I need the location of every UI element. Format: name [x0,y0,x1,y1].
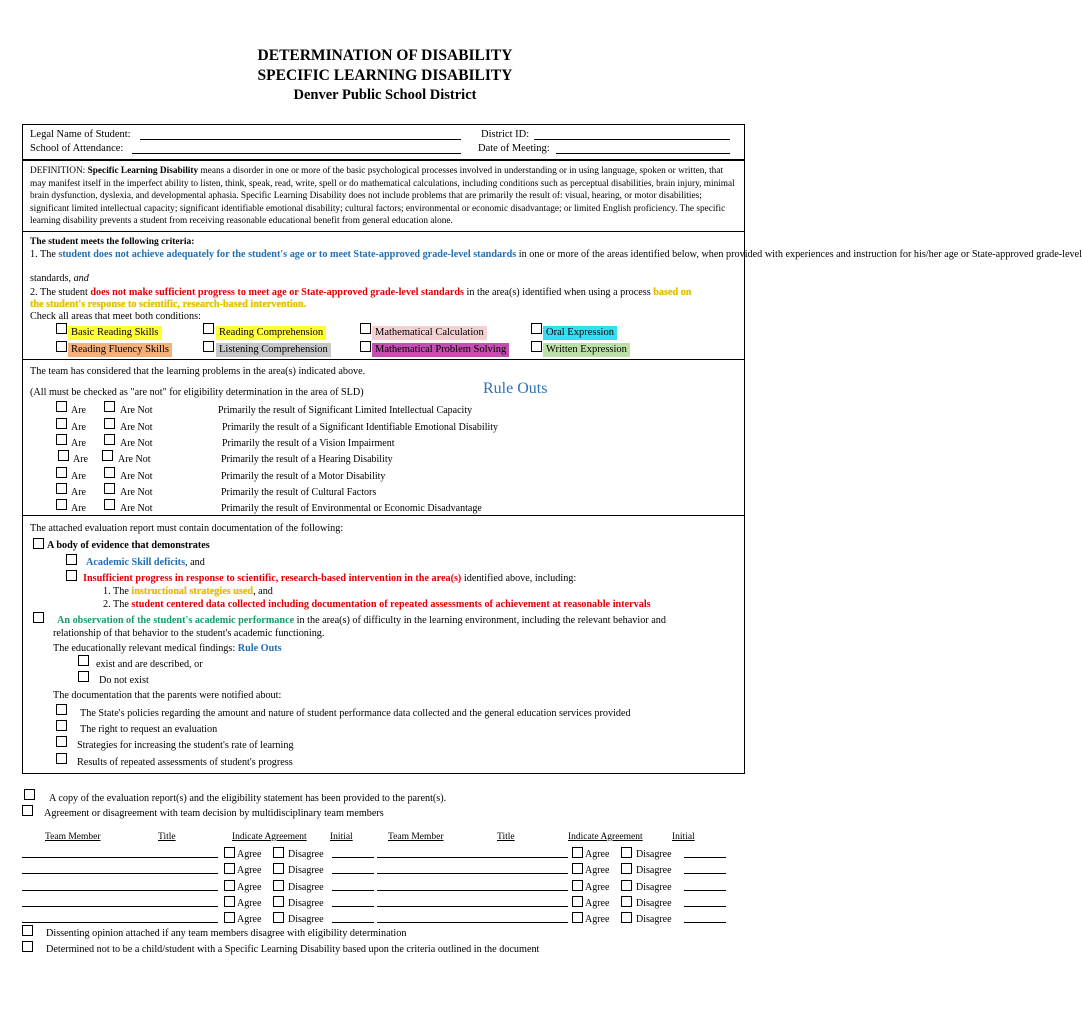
team-member-field[interactable] [377,890,568,891]
area-reading-fluency-skills: Reading Fluency Skills [68,343,172,357]
ruleout-item: Primarily the result of Cultural Factors [221,487,377,498]
initial-field[interactable] [684,906,726,907]
ruleout-are-not-checkbox[interactable] [104,499,115,510]
meeting-date-label: Date of Meeting: [478,143,550,154]
area-checkbox-reading-comprehension[interactable] [203,323,214,334]
notify-checkbox-assessments[interactable] [56,753,67,764]
ruleout-are-checkbox[interactable] [56,467,67,478]
observation-line2: relationship of that behavior to the student's academic functioning. [53,628,325,639]
disagree-checkbox[interactable] [621,912,632,923]
notify-assessments: Results of repeated assessments of student's progress [77,757,293,768]
academic-deficits-checkbox[interactable] [66,554,77,565]
ruleout-are-not-checkbox[interactable] [104,467,115,478]
ruleout-are-not-label: Are Not [120,405,153,416]
meeting-date-field[interactable] [556,153,730,154]
ruleout-are-not-label: Are Not [120,471,153,482]
area-checkbox-listening-comprehension[interactable] [203,341,214,352]
initial-field[interactable] [332,890,374,891]
col-indicate-agreement-1: Indicate Agreement [232,832,307,842]
area-checkbox-oral-expression[interactable] [531,323,542,334]
divider [22,515,745,516]
col-team-member-1: Team Member [45,832,101,842]
definition-paragraph: DEFINITION: Specific Learning Disability means a disorder in one or more of the basic psychological processes involved in understanding or in using language, spoken or written, that may manifest itself in the imperfect ability to listen, think, speak, read, write, spell or do mathematical calculations, including conditions such as perceptual disabilities, brain injury, minimal brain dysfunction, dyslexia, and developmental aphasia. Specific Learning Disability does not include problems that are primarily the result of: visual, hearing, or motor disabilities; significant limited intellectual capacity; significant identifiable emotional disability; cultural factors; environmental or economic disadvantage; or limited English proficiency. The specific learning disability prevents a student from receiving reasonable educational benefit from general education alone. [30,166,735,226]
ruleout-are-not-checkbox[interactable] [104,418,115,429]
agree-checkbox[interactable] [572,863,583,874]
disagree-checkbox[interactable] [273,896,284,907]
ruleouts-note: (All must be checked as "are not" for eligibility determination in the area of SLD) [30,387,364,398]
area-basic-reading-skills: Basic Reading Skills [68,326,162,340]
body-evidence-checkbox[interactable] [33,538,44,549]
check-all-label: Check all areas that meet both conditions: [30,311,201,322]
disagree-label: Disagree [636,849,672,860]
agreement-checkbox[interactable] [22,805,33,816]
insufficient-progress-label: Insufficient progress in response to scientific, research-based intervention in the area(s) identified above, including: [83,573,577,584]
not-sld-checkbox[interactable] [22,941,33,952]
agree-label: Agree [237,865,262,876]
ruleout-are-label: Are [71,422,86,433]
disagree-checkbox[interactable] [621,863,632,874]
agree-label: Agree [237,882,262,893]
copy-provided-label: A copy of the evaluation report(s) and the eligibility statement has been provided to the parent(s). [49,793,447,804]
area-mathematical-calculation: Mathematical Calculation [372,326,487,340]
agree-label: Agree [585,865,610,876]
notify-state-policies: The State's policies regarding the amount and nature of student performance data collected and the general education services provided [80,708,631,719]
area-oral-expression: Oral Expression [543,326,617,340]
disagree-label: Disagree [288,914,324,925]
agree-checkbox[interactable] [572,896,583,907]
instructional-strategies-item: 1. The instructional strategies used, and [103,586,273,597]
criterion-2-line2: the student's response to scientific, research-based intervention. [30,299,307,310]
initial-field[interactable] [684,890,726,891]
district-name: Denver Public School District [293,87,477,103]
ruleout-are-label: Are [71,405,86,416]
not-sld-label: Determined not to be a child/student with a Specific Learning Disability based upon the criteria outlined in the document [46,944,540,955]
disagree-checkbox[interactable] [273,863,284,874]
ruleout-are-label: Are [73,454,88,465]
notify-request-evaluation: The right to request an evaluation [80,724,218,735]
academic-deficits-label: Academic Skill deficits, and [86,557,205,568]
notify-checkbox-state-policies[interactable] [56,704,67,715]
agree-checkbox[interactable] [224,880,235,891]
ruleout-are-not-label: Are Not [120,422,153,433]
ruleout-are-label: Are [71,487,86,498]
ruleout-are-checkbox[interactable] [56,499,67,510]
team-member-field[interactable] [377,857,568,858]
initial-field[interactable] [684,922,726,923]
area-checkbox-basic-reading[interactable] [56,323,67,334]
ruleout-item: Primarily the result of a Hearing Disability [221,454,393,465]
ruleout-are-not-label: Are Not [120,487,153,498]
team-member-field[interactable] [377,906,568,907]
ruleout-are-label: Are [71,471,86,482]
district-id-field[interactable] [534,139,730,140]
disagree-label: Disagree [288,882,324,893]
agree-checkbox[interactable] [224,863,235,874]
ruleout-item: Primarily the result of a Vision Impairment [222,438,395,449]
col-indicate-agreement-2: Indicate Agreement [568,832,643,842]
criterion-1-line3: standards, and [30,273,89,284]
area-listening-comprehension: Listening Comprehension [216,343,331,357]
divider [22,231,745,232]
disagree-label: Disagree [636,865,672,876]
initial-field[interactable] [332,922,374,923]
observation-line1: An observation of the student's academic performance in the area(s) of difficulty in the learning environment, including the relevant behavior and [57,615,666,626]
agree-label: Agree [585,882,610,893]
initial-field[interactable] [332,857,374,858]
team-member-field[interactable] [22,890,218,891]
form-title: DETERMINATION OF DISABILITY [257,47,513,64]
initial-field[interactable] [332,873,374,874]
col-title-1: Title [158,832,176,842]
ruleouts-intro: The team has considered that the learning problems in the area(s) indicated above. [30,366,366,377]
agree-label: Agree [585,914,610,925]
team-member-field[interactable] [22,906,218,907]
dissent-checkbox[interactable] [22,925,33,936]
school-field[interactable] [132,153,461,154]
medical-not-exist-label: Do not exist [99,675,149,686]
medical-exist-label: exist and are described, or [96,659,203,670]
disagree-checkbox[interactable] [273,847,284,858]
ruleout-are-label: Are [71,503,86,514]
observation-checkbox[interactable] [33,612,44,623]
ruleout-are-not-checkbox[interactable] [104,483,115,494]
team-member-field[interactable] [377,873,568,874]
col-title-2: Title [497,832,515,842]
area-reading-comprehension: Reading Comprehension [216,326,326,340]
col-initial-2: Initial [672,832,695,842]
agree-checkbox[interactable] [224,896,235,907]
evaluation-intro: The attached evaluation report must contain documentation of the following: [30,523,344,534]
team-member-field[interactable] [22,873,218,874]
agree-checkbox[interactable] [224,847,235,858]
initial-field[interactable] [332,906,374,907]
disagree-checkbox[interactable] [273,912,284,923]
ruleout-are-checkbox[interactable] [56,434,67,445]
ruleout-are-checkbox[interactable] [56,418,67,429]
legal-name-field[interactable] [140,139,461,140]
copy-provided-checkbox[interactable] [24,789,35,800]
ruleout-are-not-label: Are Not [120,503,153,514]
ruleout-are-not-checkbox[interactable] [104,434,115,445]
agree-label: Agree [237,849,262,860]
dissent-label: Dissenting opinion attached if any team members disagree with eligibility determination [46,928,407,939]
team-member-field[interactable] [377,922,568,923]
disagree-checkbox[interactable] [621,896,632,907]
ruleout-are-not-label: Are Not [120,438,153,449]
criteria-heading: The student meets the following criteria: [30,237,195,247]
ruleout-item: Primarily the result of Significant Limited Intellectual Capacity [218,405,473,416]
ruleout-are-checkbox[interactable] [56,483,67,494]
notify-checkbox-request-evaluation[interactable] [56,720,67,731]
ruleout-are-label: Are [71,438,86,449]
team-member-field[interactable] [22,857,218,858]
ruleout-item: Primarily the result of Environmental or Economic Disadvantage [221,503,482,514]
agree-label: Agree [237,914,262,925]
notify-checkbox-strategies[interactable] [56,736,67,747]
agree-label: Agree [585,898,610,909]
criterion-1-line1: 1. The student does not achieve adequately for the student's age or to meet State-approved grade-level standards in one or more of the areas identified below, when provided with experiences and instruction for his/her age or State-approved grade-level [30,249,1082,260]
col-initial-1: Initial [330,832,353,842]
agree-label: Agree [237,898,262,909]
disagree-checkbox[interactable] [621,847,632,858]
medical-exist-checkbox[interactable] [78,655,89,666]
ruleout-are-not-checkbox[interactable] [102,450,113,461]
ruleout-item: Primarily the result of a Significant Identifiable Emotional Disability [222,422,499,433]
medical-not-exist-checkbox[interactable] [78,671,89,682]
disagree-label: Disagree [636,898,672,909]
disagree-label: Disagree [636,914,672,925]
disagree-checkbox[interactable] [621,880,632,891]
criterion-2-line1: 2. The student does not make sufficient progress to meet age or State-approved grade-level standards in the area(s) identified when using a process based on [30,287,692,298]
district-id-label: District ID: [481,129,530,140]
agree-label: Agree [585,849,610,860]
agreement-label: Agreement or disagreement with team decision by multidisciplinary team members [44,808,384,819]
ruleout-are-checkbox[interactable] [58,450,69,461]
disagree-checkbox[interactable] [273,880,284,891]
school-label: School of Attendance: [30,143,124,154]
divider [22,359,745,360]
area-mathematical-problem-solving: Mathematical Problem Solving [372,343,509,357]
area-checkbox-math-calculation[interactable] [360,323,371,334]
team-member-field[interactable] [22,922,218,923]
disagree-label: Disagree [288,898,324,909]
body-evidence-label: A body of evidence that demonstrates [47,540,210,551]
ruleout-are-not-checkbox[interactable] [104,401,115,412]
area-checkbox-written-expression[interactable] [531,341,542,352]
col-team-member-2: Team Member [388,832,444,842]
agree-checkbox[interactable] [224,912,235,923]
insufficient-progress-checkbox[interactable] [66,570,77,581]
notify-strategies: Strategies for increasing the student's rate of learning [77,740,294,751]
medical-findings-label: The educationally relevant medical findings: Rule Outs [53,643,282,654]
disagree-label: Disagree [636,882,672,893]
disagree-label: Disagree [288,849,324,860]
initial-field[interactable] [684,873,726,874]
disagree-label: Disagree [288,865,324,876]
legal-name-label: Legal Name of Student: [30,129,131,140]
ruleout-are-checkbox[interactable] [56,401,67,412]
ruleout-item: Primarily the result of a Motor Disability [221,471,386,482]
ruleout-are-not-label: Are Not [118,454,151,465]
agree-checkbox[interactable] [572,880,583,891]
initial-field[interactable] [684,857,726,858]
area-checkbox-math-problem-solving[interactable] [360,341,371,352]
student-data-item: 2. The student centered data collected including documentation of repeated assessments of achievement at reasonable intervals [103,599,651,610]
parents-notified-label: The documentation that the parents were notified about: [53,690,282,701]
form-subtitle: SPECIFIC LEARNING DISABILITY [257,67,513,84]
area-checkbox-reading-fluency[interactable] [56,341,67,352]
agree-checkbox[interactable] [572,847,583,858]
area-written-expression: Written Expression [543,343,630,357]
ruleouts-heading: Rule Outs [483,380,548,397]
agree-checkbox[interactable] [572,912,583,923]
